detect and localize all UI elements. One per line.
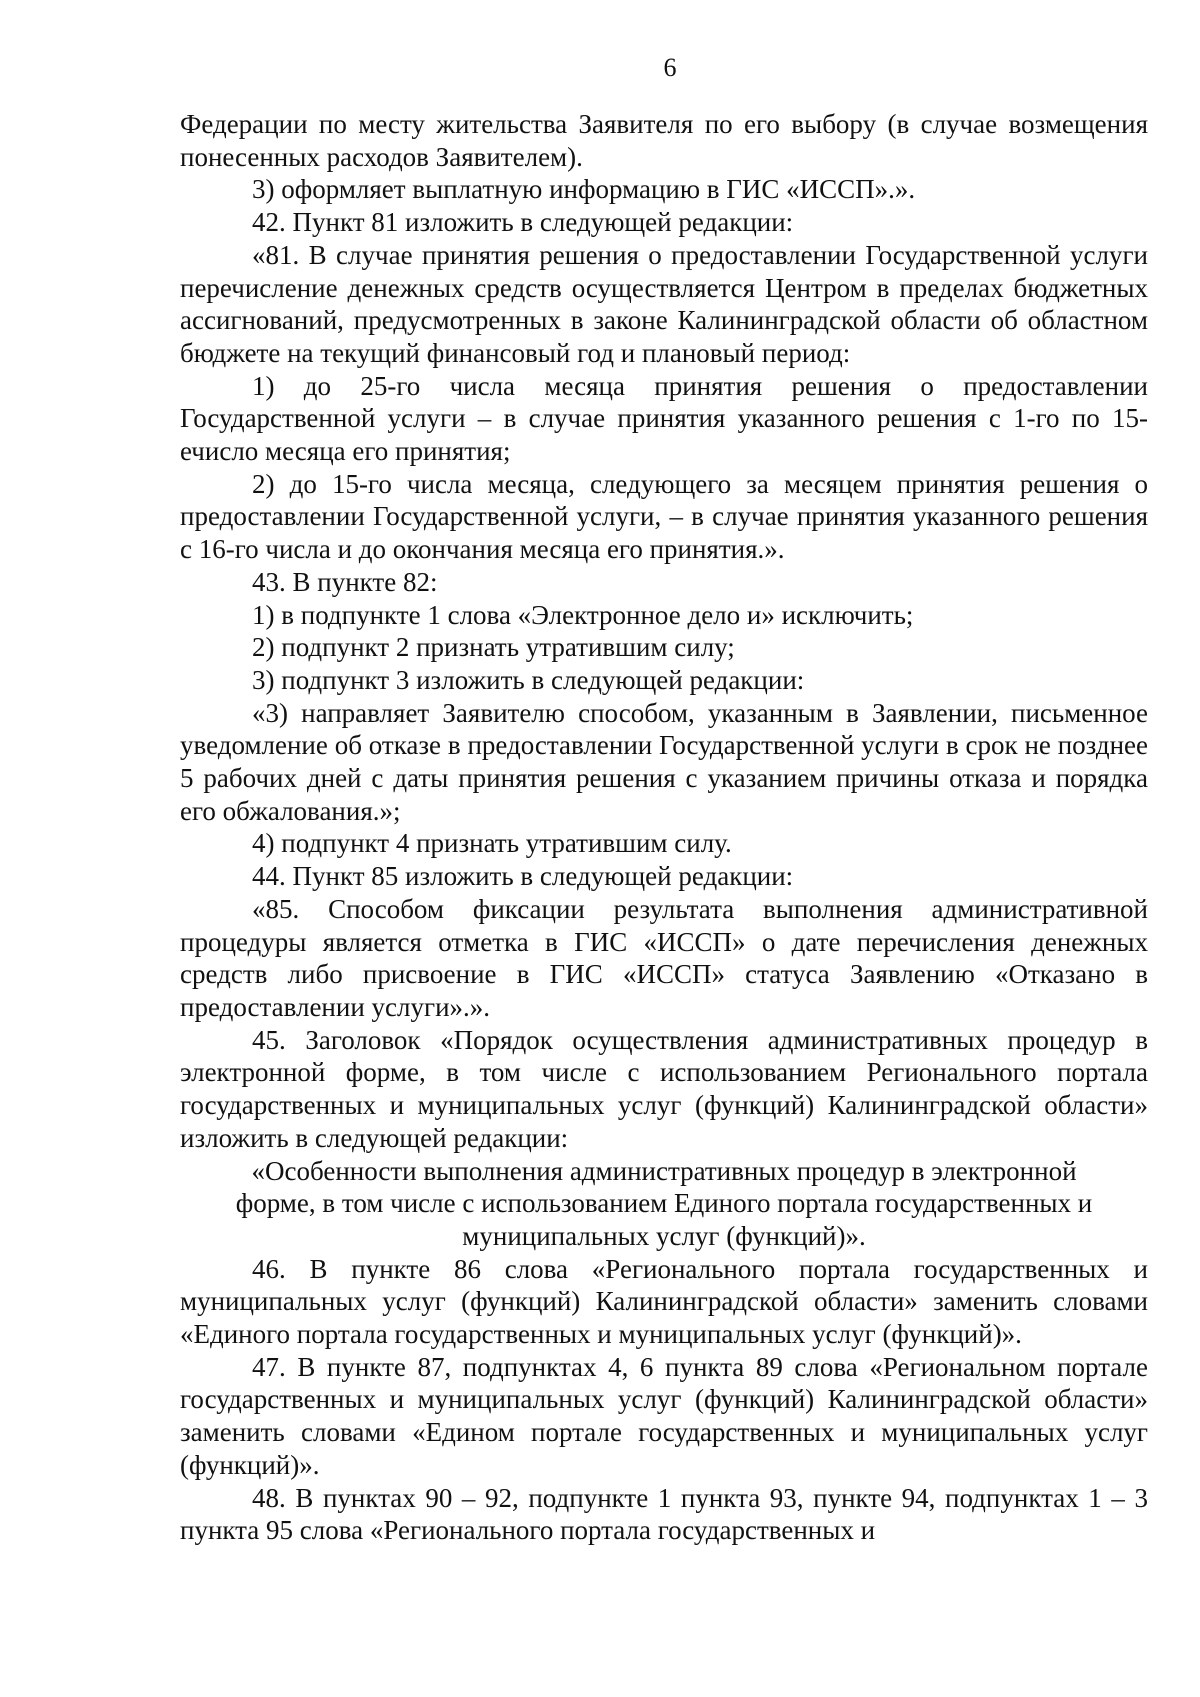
paragraph-item-43-subitem-4: 4) подпункт 4 признать утратившим силу. (252, 828, 732, 859)
paragraph-item-48: 48. В пунктах 90 – 92, подпункте 1 пункта 93, пункте 94, подпунктах 1 – 3 пункта 95 слова «Регионального портала государственных и (180, 1482, 1148, 1546)
paragraph-item-47: 47. В пункте 87, подпунктах 4, 6 пункта 89 слова «Региональном портале государственных и муниципальных услуг (функций) Калининградской области» заменить словами «Едином портале государственных и муниципальных услуг (функций)». (180, 1351, 1148, 1480)
paragraph-item-43-subitem-3: 3) подпункт 3 изложить в следующей редакции: (252, 664, 805, 695)
page-number: 6 (663, 53, 677, 82)
paragraph-item-42: 42. Пункт 81 изложить в следующей редакции: (252, 207, 794, 238)
paragraph-clause-82-subitem-3: «3) направляет Заявителю способом, указанным в Заявлении, письменное уведомление об отказе в предоставлении Государственной услуги в срок не позднее 5 рабочих дней с даты принятия решения с указанием причины отказа и порядка его обжалования.»; (180, 697, 1148, 826)
document-body (180, 108, 1148, 1547)
paragraph-subitem-3: 3) оформляет выплатную информацию в ГИС «ИССП».». (252, 174, 916, 205)
paragraph-item-44: 44. Пункт 85 изложить в следующей редакции: (252, 861, 794, 892)
paragraph-continuation: Федерации по месту жительства Заявителя по его выбору (в случае возмещения понесенных расходов Заявителем). (180, 109, 1148, 172)
paragraph-clause-81: «81. В случае принятия решения о предоставлении Государственной услуги перечисление денежных средств осуществляется Центром в пределах бюджетных ассигнований, предусмотренных в законе Калининградской области об областном бюджете на текущий финансовый год и плановый период: (180, 239, 1148, 368)
paragraph-clause-85: «85. Способом фиксации результата выполнения административной процедуры является отметка в ГИС «ИССП» о дате перечисления денежных средств либо присвоение в ГИС «ИССП» статуса Заявлению «Отказано в предоставлении услуги».». (180, 893, 1148, 1022)
paragraph-item-45: 45. Заголовок «Порядок осуществления административных процедур в электронной форме, в том числе с использованием Регионального портала государственных и муниципальных услуг (функций) Калининградской области» изложить в следующей редакции: (180, 1024, 1148, 1153)
paragraph-item-46: 46. В пункте 86 слова «Регионального портала государственных и муниципальных услуг (функций) Калининградской области» заменить словами «Единого портала государственных и муниципальных услуг (функций)». (180, 1253, 1148, 1350)
paragraph-new-heading: «Особенности выполнения административных процедур в электронной форме, в том числе с использованием Единого портала государственных и муниципальных услуг (функций)». (235, 1155, 1093, 1251)
paragraph-item-43-subitem-2: 2) подпункт 2 признать утратившим силу; (252, 632, 735, 663)
paragraph-clause-81-subitem-2: 2) до 15-го числа месяца, следующего за месяцем принятия решения о предоставлении Государственной услуги, – в случае принятия указанного решения с 16-го числа и до окончания месяца его принятия.». (180, 468, 1148, 565)
paragraph-clause-81-subitem-1: 1) до 25-го числа месяца принятия решения о предоставлении Государственной услуги – в случае принятия указанного решения с 1-го по 15-ечисло месяца его принятия; (180, 370, 1148, 467)
paragraph-item-43: 43. В пункте 82: (252, 566, 438, 597)
paragraph-item-43-subitem-1: 1) в подпункте 1 слова «Электронное дело и» исключить; (252, 599, 914, 630)
